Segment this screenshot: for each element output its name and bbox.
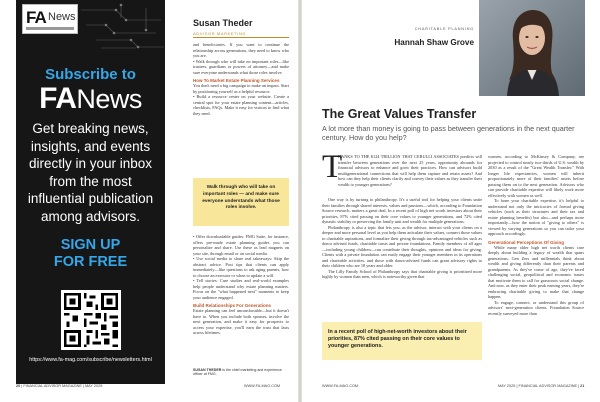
col2-paragraph-4: To engage, connect, or understand this group of advisors' next-generation clients, Foundation Source recently surveyed more than xyxy=(488,299,584,316)
qr-code-icon[interactable] xyxy=(61,290,121,350)
right-footer-pub: FINANCIAL ADVISOR MAGAZINE xyxy=(518,384,578,388)
column-author-name: Susan Theder xyxy=(193,18,253,28)
bullet-social-media: • Use social media to share real takeaways: Skip the abstract advice. Post tips that clients can apply immediately—like questions to ask aging parents, how to choose an executor or when to update a will. xyxy=(193,256,289,278)
article-column-2 xyxy=(488,154,584,316)
sign-up-button[interactable] xyxy=(16,237,165,271)
article-body-block xyxy=(322,197,482,280)
callout-text: Walk through who will take on important roles — and make sure everyone understands what those roles involve. xyxy=(202,185,280,211)
bio-text: is the chief marketing and experience officer at FMG. xyxy=(193,368,282,377)
circuit-pattern-icon xyxy=(76,0,165,60)
bio-name: SUSAN THEDER xyxy=(193,368,222,372)
article-paragraph-4: The Lilly Family School of Philanthropy says that charitable giving is prioritized more highly by women than men, which is noteworthy given that xyxy=(322,268,482,279)
bullet-resource-center: • Build a resource center on your website. Create a central spot for your estate planning content—articles, checklists, FAQs. Make it easy for visitors to find what they need. xyxy=(193,94,289,116)
bullet-guides: • Offer downloadable guides: FMG Suite, for instance, offers pre-made estate planning guides you can personalize and share. Use these as lead magnets on your site, through email or on social media. xyxy=(193,234,289,256)
subhead-relationships: Build Relationships For Generations xyxy=(193,303,272,308)
column-author-role: ADVISOR MARKETING xyxy=(193,31,247,36)
intro-paragraph: and beneficiaries. If you want to continue the relationship across generations, they need to know who you are. xyxy=(193,42,289,58)
ad-brand-name xyxy=(16,82,165,116)
author-photo xyxy=(479,0,585,96)
right-footer-site[interactable]: WWW.FA-MAG.COM xyxy=(322,384,359,388)
section-kicker: CHARITABLE PLANNING xyxy=(414,27,474,31)
ad-url-link[interactable]: https://www.fa-mag.com/subscribe/newsletters.html xyxy=(29,357,152,363)
ad-brand-news: News xyxy=(76,84,142,114)
author-bio xyxy=(193,368,289,377)
pull-quote xyxy=(322,322,482,360)
ad-body-copy: Get breaking news, insights, and events directly in your inbox from the most influential publication among advisors. xyxy=(27,121,154,224)
left-footer-sep-2: | xyxy=(82,384,84,388)
article-paragraph-3: Philanthropy is also a topic that lets you, as the advisor, interact with your clients on a deeper and more personal level as you help them articulate their values, connect those values to charitable aspirations, and formalize their giving through tax-advantaged vehicles such as donor advised funds, charitable trusts and private foundations. Family members of all ages—including young children—can contribute their thoughts, opinions and ideas for giving. Clients with a private foundation can easily engage their younger members in its operations and charitable activities, and those with donor-advised funds can grant advisory rights to their children who are 18 years and older. xyxy=(322,224,482,268)
left-column-body-bottom xyxy=(193,234,289,336)
left-page-number: 20 xyxy=(16,384,21,388)
article-title: The Great Values Transfer xyxy=(322,107,477,121)
col2-paragraph-1: women, according to McKinsey & Company, are projected to control nearly two-thirds of U.S. wealth by 2030 as a result of the "Great Wealth Transfer." With longer life expectancies, women will inherit proportionately more of their families' assets before passing them on to the next generation. Advisors who can provide charitable expertise will likely work more effectively with women as well. xyxy=(488,154,584,198)
col2-paragraph-2: To hone your charitable expertise, it's helpful to understand not only the intricacies of formal giving vehicles (such as their structures and their tax and estate planning benefits) but also—and perhaps more importantly—how the notion of "giving to others" is viewed by varying generations so you can tailor your approach accordingly. xyxy=(488,198,584,236)
col2-paragraph-3: While many older high net worth clients care deeply about building a legacy of wealth that spans generations, Gen Zers and millennials think about wealth and giving differently than their parents and grandparents. As they've come of age, they've faced challenging social, geopolitical and economic issues that motivate them to call for grassroots social change. And now, as they enter their peak earning years, they're embracing charitable giving to make that change happen. xyxy=(488,244,584,299)
left-footer-pub: FINANCIAL ADVISOR MAGAZINE xyxy=(23,384,82,388)
logo-underline xyxy=(26,27,74,30)
author-divider xyxy=(193,37,289,38)
left-footer xyxy=(16,384,102,388)
ad-brand-fa: FA xyxy=(39,82,77,115)
fanews-logo xyxy=(22,4,78,34)
bullet-stories: • Tell stories: Case studies and real-world examples help people understand why estate planning matters. Focus on the "what happened next" moments to keep your audience engaged. xyxy=(193,278,289,300)
article-intro-block xyxy=(322,149,482,187)
page-gutter xyxy=(298,0,302,402)
drop-cap: T xyxy=(322,149,343,185)
ad-headline: Subscribe to xyxy=(45,66,136,83)
cta-line-1: SIGN UP xyxy=(60,237,121,253)
subscribe-advertisement[interactable] xyxy=(16,0,165,384)
article-paragraph-2: One way is by turning to philanthropy. It's a useful tool for helping your clients unite their families through shared interests, values and passions—which, according to Foundation Source research, matters a great deal. In a recent poll of high net worth investors about their priorities, 87% cited passing on their core values to younger generations, and 72% cited dynastic stability or preserving the family unit and wealth for multiple generations. xyxy=(322,197,482,224)
callout-box xyxy=(193,178,289,226)
left-footer-sep-1: | xyxy=(21,384,23,388)
paragraph-resource: You don't need a big campaign to make an impact. Start by positioning yourself as a helpful resource. xyxy=(193,83,289,94)
right-footer xyxy=(498,384,584,388)
article-deck: A lot more than money is going to pass between generations in the next quarter century. How do you help? xyxy=(322,124,575,142)
cta-line-2: FOR FREE xyxy=(53,254,128,270)
paragraph-closing: Estate planning can feel uncomfortable—but it doesn't have to. When you include both spouses, involve the next generation, and make it easy for prospects to access your expertise, you'll earn the trust that lasts across lifetimes. xyxy=(193,308,289,335)
left-column-body-top xyxy=(193,42,289,116)
article-paragraph-1: HANKS TO THE $124 TRILLION THAT CERULLI ASSOCIATES predicts will transfer between generations over the next 25 years, opportunity abounds for financial advisors to enhance and grow their practices. How can advisors build multigenerational connections that will help them capture and retain assets? And how can they help their clients clarify and convey their values as they transfer their wealth to younger generations? xyxy=(338,154,482,187)
right-page-number: 21 xyxy=(580,384,585,388)
right-footer-sep-1: | xyxy=(516,384,518,388)
logo-news-text: News xyxy=(48,11,76,23)
right-footer-date: MAY 2025 xyxy=(498,384,516,388)
left-footer-date: MAY 2025 xyxy=(85,384,103,388)
article-byline: Hannah Shaw Grove xyxy=(394,38,474,47)
left-footer-site[interactable]: WWW.FA-MAG.COM xyxy=(244,384,281,388)
logo-fa-text: FA xyxy=(26,8,46,27)
right-footer-sep-2: | xyxy=(578,384,580,388)
col2-subhead: Generational Perceptions Of Giving xyxy=(488,239,565,245)
pull-quote-text: In a recent poll of high-net-worth investors about their priorities, 87% cited passing on their core values to younger generations. xyxy=(328,329,467,349)
subhead-marketing: How To Market Estate Planning Services xyxy=(193,78,280,83)
bullet-roles: • Walk through who will take on important roles—like trustees, guardians or powers of attorney—and make sure everyone understands what those roles involve. xyxy=(193,58,289,75)
